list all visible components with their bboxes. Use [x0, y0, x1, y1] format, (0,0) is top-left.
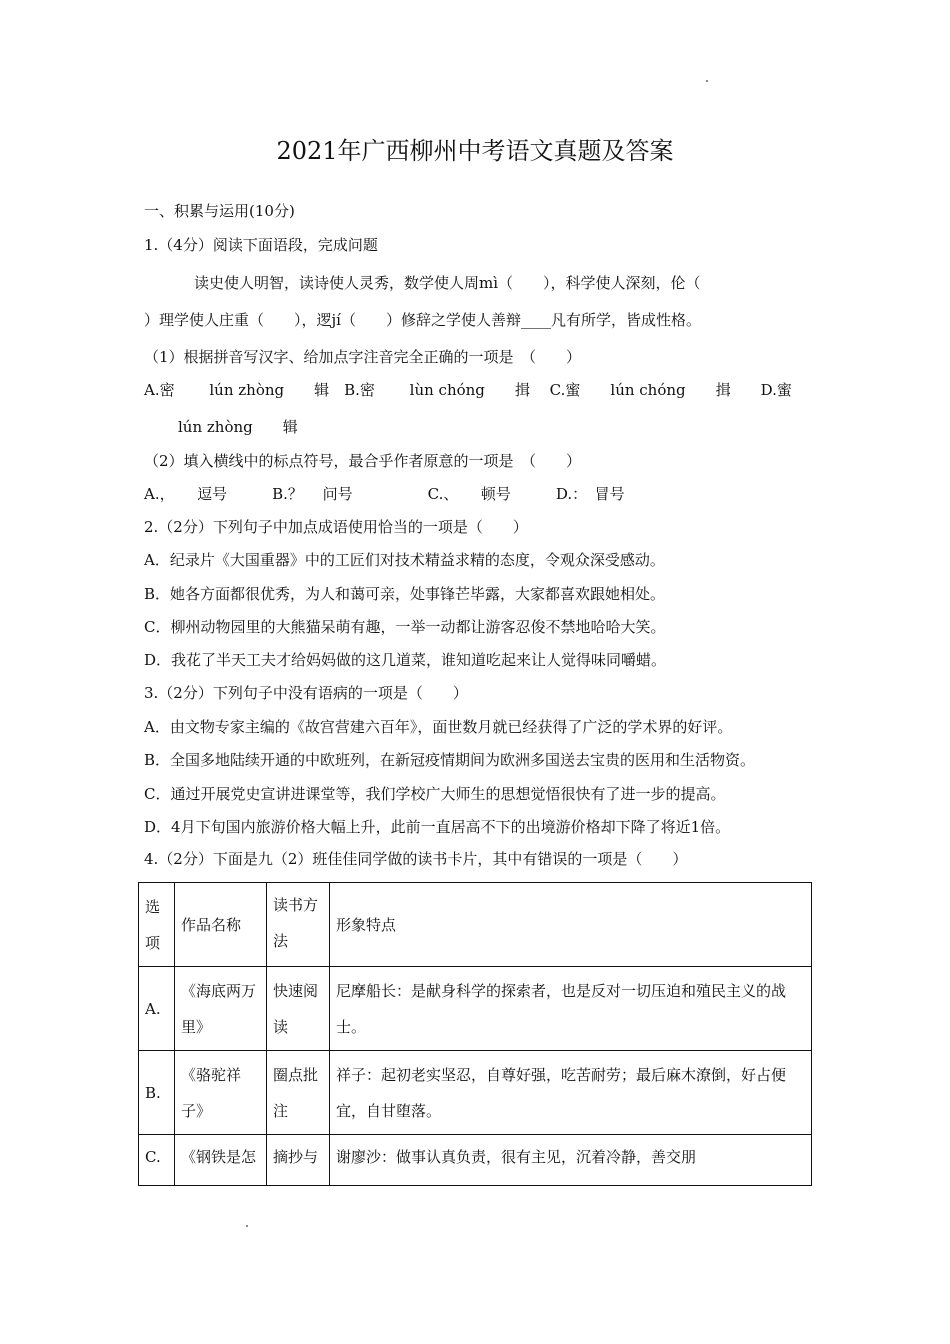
- q1-sub1-options-line2: lún zhòng 辑: [178, 418, 298, 436]
- q1-passage-line2: ）理学使人庄重（ ），逻jí（ ）修辞之学使人善辩____凡有所学，皆成性格。: [144, 311, 701, 329]
- header-reading-method: 读书方法: [267, 883, 330, 967]
- q2-option-c: C．柳州动物园里的大熊猫呆萌有趣，一举一动都让游客忍俊不禁地哈哈大笑。: [144, 618, 666, 636]
- table-row: [139, 1135, 812, 1186]
- header-work-title: 作品名称: [175, 883, 267, 967]
- table-row: [139, 1051, 812, 1135]
- row-c-character-traits: 谢廖沙：做事认真负责，很有主见，沉着冷静，善交朋: [330, 1135, 812, 1186]
- row-a-reading-method: 快速阅读: [267, 967, 330, 1051]
- q1-sub2-options: A.， 逗号 B.？ 问号 C.、 顿号 D.： 冒号: [144, 485, 625, 503]
- row-a-work-title: 《海底两万里》: [175, 967, 267, 1051]
- q2-stem: 2.（2分）下列句子中加点成语使用恰当的一项是（ ）: [144, 518, 528, 536]
- q2-option-d: D．我花了半天工夫才给妈妈做的这几道菜，谁知道吃起来让人觉得味同嚼蜡。: [144, 651, 667, 669]
- scan-speck-bottom: [246, 1225, 248, 1227]
- row-b-character-traits: 祥子：起初老实坚忍，自尊好强，吃苦耐劳；最后麻木潦倒，好占便宜，自甘堕落。: [330, 1051, 812, 1135]
- page-title: 2021年广西柳州中考语文真题及答案: [276, 137, 674, 165]
- q1-passage-line1: 读史使人明智，读诗使人灵秀，数学使人周mì（ ），科学使人深刻，伦（: [194, 274, 701, 292]
- row-a-option: A.: [139, 967, 175, 1051]
- q3-option-c: C．通过开展党史宣讲进课堂等，我们学校广大师生的思想觉悟很快有了进一步的提高。: [144, 785, 726, 803]
- q1-sub1: （1）根据拼音写汉字、给加点字注音完全正确的一项是 （ ）: [144, 348, 582, 366]
- table-row: [139, 967, 812, 1051]
- row-a-character-traits: 尼摩船长：是献身科学的探索者，也是反对一切压迫和殖民主义的战士。: [330, 967, 812, 1051]
- header-character-traits: 形象特点: [330, 883, 812, 967]
- row-b-reading-method: 圈点批注: [267, 1051, 330, 1135]
- q3-option-b: B．全国多地陆续开通的中欧班列，在新冠疫情期间为欧洲多国送去宝贵的医用和生活物资。: [144, 751, 756, 769]
- reading-card-table: [138, 882, 812, 1186]
- q1-stem: 1.（4分）阅读下面语段，完成问题: [144, 236, 378, 254]
- scan-speck-top: [706, 80, 708, 82]
- q3-option-d: D．4月下旬国内旅游价格大幅上升，此前一直居高不下的出境游价格却下降了将近1倍。: [144, 818, 731, 836]
- q3-option-a: A．由文物专家主编的《故宫营建六百年》，面世数月就已经获得了广泛的学术界的好评。: [144, 718, 733, 736]
- row-c-reading-method: 摘抄与: [267, 1135, 330, 1186]
- q2-option-b: B．她各方面都很优秀，为人和蔼可亲，处事锋芒毕露，大家都喜欢跟她相处。: [144, 585, 666, 603]
- row-b-work-title: 《骆驼祥子》: [175, 1051, 267, 1135]
- q4-stem: 4.（2分）下面是九（2）班佳佳同学做的读书卡片，其中有错误的一项是（ ）: [144, 850, 688, 868]
- row-c-option: C.: [139, 1135, 175, 1186]
- table-header-row: [139, 883, 812, 967]
- section-heading: 一、积累与运用(10分): [144, 202, 295, 220]
- q3-stem: 3.（2分）下列句子中没有语病的一项是（ ）: [144, 684, 468, 702]
- q1-sub1-options-line1: A.密 lún zhòng 辑 B.密 lùn chóng 揖 C.蜜 lún chóng 揖 D.蜜: [144, 381, 792, 399]
- q1-sub2: （2）填入横线中的标点符号，最合乎作者原意的一项是 （ ）: [144, 452, 582, 470]
- row-c-work-title: 《钢铁是怎: [175, 1135, 267, 1186]
- row-b-option: B.: [139, 1051, 175, 1135]
- q2-option-a: A．纪录片《大国重器》中的工匠们对技术精益求精的态度，令观众深受感动。: [144, 551, 665, 569]
- header-option: 选项: [139, 883, 175, 967]
